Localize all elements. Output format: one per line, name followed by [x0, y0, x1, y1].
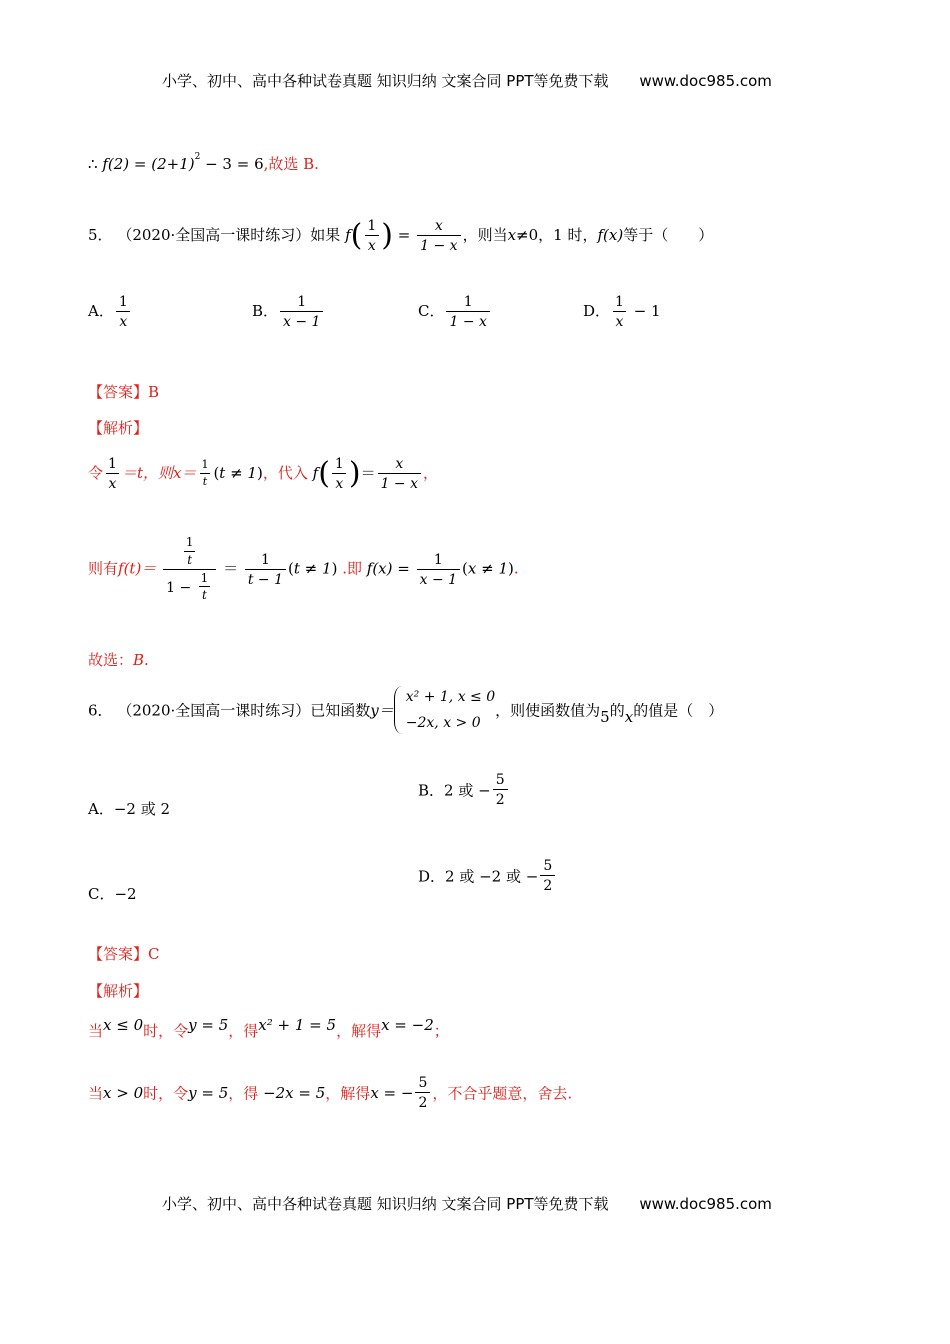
prev-exp: 2	[194, 152, 201, 162]
q5-compound-fraction: $\frac{1}{t}$ 1 − $\frac{1}{t}$	[163, 536, 216, 603]
q6-option-a[interactable]: A．−2 或 2	[88, 800, 171, 818]
q6-source: （2020·全国高一课时练习）已知函数	[117, 701, 371, 720]
q5-option-c[interactable]: C． $\frac{1}{1 - x}$	[418, 294, 492, 330]
prev-rest: − 3 = 6	[200, 155, 264, 173]
q5-f: f	[345, 226, 351, 245]
footer-site: www.doc985.com	[639, 1195, 772, 1213]
q6-number: 6．	[88, 701, 113, 720]
q5-analysis-line-1: 令 $\frac{1}{x}$ ＝t，则x＝ $\frac{1}{t}$ (t ≠ 1)，代入 f( $\frac{1}{x}$ )＝ $\frac{x}{1 - x}$ ，	[88, 456, 439, 493]
page-header	[162, 70, 772, 91]
q5-stem: 5． （2020·全国高一课时练习）如果 f( $\frac{1}{x}$ ) = $\frac{x}{1 - x}$ ，则当x≠0，1 时，f(x)等于（ ）	[88, 218, 714, 255]
left-brace-icon	[394, 686, 403, 734]
q5-frac-x-over-1mx: $\frac{x}{1 - x}$	[417, 218, 460, 254]
q5-option-a[interactable]: A． $\frac{1}{x}$	[88, 294, 133, 330]
header-site: www.doc985.com	[639, 72, 772, 90]
q5-analysis-label: 【解析】	[88, 419, 149, 437]
prev-conclusion: ,故选 B.	[263, 155, 319, 173]
q5-analysis-line-2: 则有f(t)＝ $\frac{1}{t}$ 1 − $\frac{1}{t}$ ＝ $\frac{1}{t - 1}$ (t ≠ 1) .即 f(x) = $\frac{1}{x - 1}$ (x ≠ 1).	[88, 535, 519, 603]
q6-answer: 【答案】C	[88, 945, 160, 963]
q6-option-b[interactable]: B．2 或 − $\frac{5}{2}$	[418, 772, 510, 808]
page-footer	[162, 1193, 772, 1214]
q6-analysis-line-2: 当x > 0时，令y = 5，得 −2x = 5，解得x = − $\frac{5}{2}$ ，不合乎题意，舍去.	[88, 1075, 573, 1112]
q6-piecewise: x² + 1, x ≤ 0 −2x, x > 0	[394, 684, 495, 736]
q6-option-d[interactable]: D．2 或 −2 或 − $\frac{5}{2}$	[418, 858, 557, 894]
q5-option-d[interactable]: D． $\frac{1}{x}$ − 1	[583, 294, 661, 331]
prev-answer-line	[88, 152, 319, 174]
q5-answer-value: B	[148, 383, 160, 401]
prev-expr: f(2) = (2+1)	[102, 155, 195, 173]
q5-answer: 【答案】B	[88, 383, 160, 401]
therefore-symbol: ∴	[88, 155, 98, 173]
footer-text: 小学、初中、高中各种试卷真题 知识归纳 文案合同 PPT等免费下载	[162, 1195, 609, 1213]
q6-analysis-label: 【解析】	[88, 982, 149, 1000]
q5-conclusion: 故选：B.	[88, 651, 149, 669]
q5-number: 5．	[88, 226, 113, 245]
q6-option-c[interactable]: C．−2	[88, 885, 137, 903]
q6-stem: 6． （2020·全国高一课时练习）已知函数y＝ x² + 1, x ≤ 0 −2x, x > 0，则使函数值为5的x的值是（ ）	[88, 684, 723, 736]
q6-answer-value: C	[148, 945, 160, 963]
q6-analysis-line-1: 当x ≤ 0时，令y = 5，得x² + 1 = 5，解得x = −2；	[88, 1016, 449, 1040]
q5-frac-1-over-x: $\frac{1}{x}$	[364, 218, 379, 254]
header-text: 小学、初中、高中各种试卷真题 知识归纳 文案合同 PPT等免费下载	[162, 72, 609, 90]
q5-source: （2020·全国高一课时练习）如果	[117, 226, 341, 245]
q5-option-b[interactable]: B． $\frac{1}{x - 1}$	[252, 294, 325, 330]
